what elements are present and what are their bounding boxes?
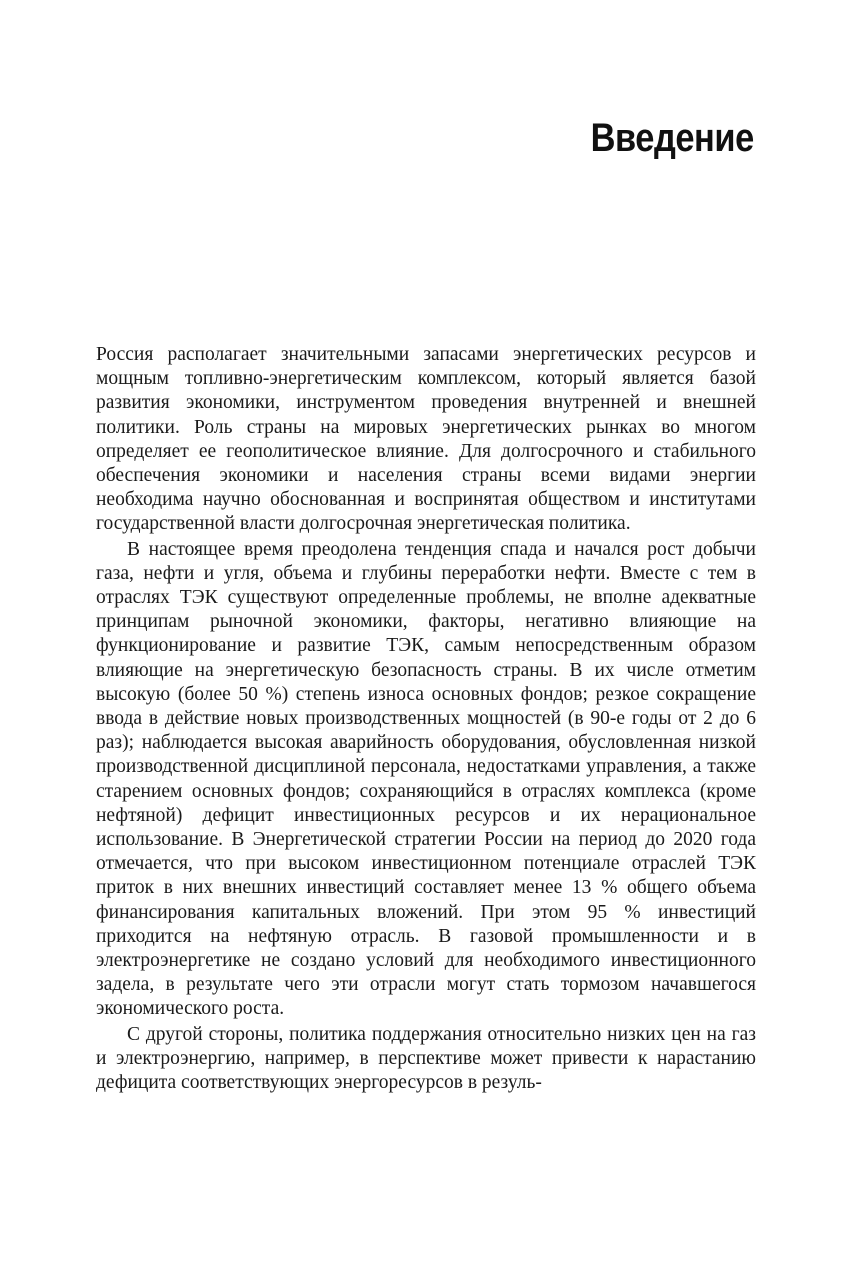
paragraph-2: В настоящее время преодолена тенденция спада и начался рост добычи газа, нефти и угля, объема и глубины переработки нефти. Вместе с тем в отраслях ТЭК существуют определенные проблемы, не вполне адекватные принципам рыночной экономики, факторы, негативно влияющие на функционирование и развитие ТЭК, самым непосредственным образом влияющие на энергетическую безопасность страны. В их числе отметим высокую (более 50 %) степень износа основных фондов; резкое сокращение ввода в действие новых производственных мощностей (в 90-е годы от 2 до 6 раз); наблюдается высокая аварийность оборудования, обусловленная низкой производственной дисциплиной персонала, недостатками управления, а также старением основных фондов; сохраняющийся в отраслях комплекса (кроме нефтяной) дефицит инвестиционных ресурсов и их нерациональное использование. В Энергетической стратегии России на период до 2020 года отмечается, что при высоком инвестиционном потенциале отраслей ТЭК приток в них внешних инвестиций составляет менее 13 % общего объема финансирования капитальных вложений. При этом 95 % инвестиций приходится на нефтяную отрасль. В газовой промышленности и в электроэнергетике не создано условий для необходимого инвестиционного задела, в результате чего эти отрасли могут стать тормозом начавшегося экономического роста.	[96, 538, 756, 1020]
body-text	[96, 343, 756, 1095]
chapter-title: Введение	[590, 116, 754, 160]
paragraph-1: Россия располагает значительными запасами энергетических ресурсов и мощным топливно-энергетическим комплексом, который является базой развития экономики, инструментом проведения внутренней и внешней политики. Роль страны на мировых энергетических рынках во многом определяет ее геополитическое влияние. Для долгосрочного и стабильного обеспечения экономики и населения страны всеми видами энергии необходима научно обоснованная и воспринятая обществом и институтами государственной власти долгосрочная энергетическая политика.	[96, 344, 756, 535]
paragraph-3: С другой стороны, политика поддержания относительно низких цен на газ и электроэнергию, например, в перспективе может привести к нарастанию дефицита соответствующих энергоресурсов в резуль-	[96, 1023, 756, 1094]
